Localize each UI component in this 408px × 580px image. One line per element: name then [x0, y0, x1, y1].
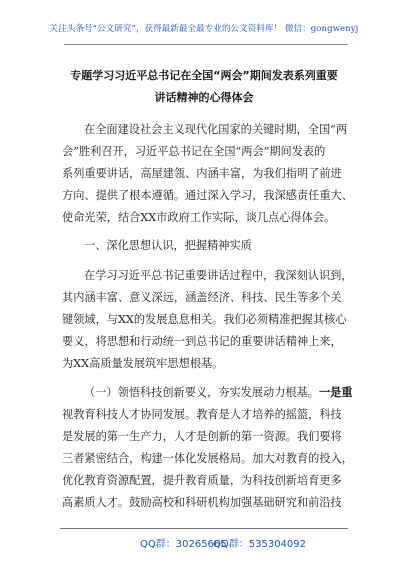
title-line-2: 讲话精神的心得体会 — [154, 91, 254, 104]
paragraph-2-line-4: 要义，将思想和行动统一到总书记的重要讲话精神上来， — [62, 335, 342, 348]
paragraph-1-line-3: 系列重要讲话，高屋建瓴、内涵丰富，为我们指明了前进 — [62, 167, 342, 180]
emphasis-first-point: 一是重 — [318, 386, 353, 399]
paragraph-3-line-5: 优化教育资源配置，提升教育质量，为科技创新培育更多 — [62, 474, 342, 487]
paragraph-2-line-1: 在学习习近平总书记重要讲话过程中，我深刻认识到， — [84, 269, 353, 282]
paragraph-1-line-1: 在全面建设社会主义现代化国家的关键时期，全国“两 — [84, 123, 348, 136]
paragraph-2-line-3: 键领域，与XX的发展息息相关。我们必须精准把握其核心 — [62, 313, 347, 326]
title-line-1: 专题学习习近平总书记在全国“两会”期间发表系列重要 — [70, 69, 338, 82]
paragraph-3-line-4: 三者紧密结合，构建一体化发展格局。加大对教育的投入， — [62, 452, 353, 465]
header-banner: 关注头条号“公文研究”，获得最新最全最专业的公文资料库！ 微信：gongwenyj — [49, 24, 359, 34]
header-divider — [64, 44, 348, 45]
paragraph-2-line-2: 其内涵丰富、意义深远，涵盖经济、科技、民生等多个关 — [62, 291, 342, 304]
footer-qq-group-2: QQ群：535304092 — [213, 539, 307, 550]
paragraph-1-line-5: 使命光荣，结合XX市政府工作实际，谈几点心得体会。 — [62, 211, 336, 224]
paragraph-2-line-5: 为XX高质量发展筑牢思想根基。 — [62, 357, 224, 370]
footer-divider — [60, 528, 348, 529]
paragraph-1-line-4: 方向、提供了根本遵循。通过深入学习，我深感责任重大、 — [62, 189, 353, 202]
paragraph-3-line-2: 视教育科技人才协同发展。教育是人才培养的摇篮，科技 — [62, 408, 342, 421]
document-title — [40, 65, 368, 109]
paragraph-3-line-1 — [84, 383, 353, 403]
paragraph-3-line-3: 是发展的第一生产力，人才是创新的第一资源。我们要将 — [62, 430, 342, 443]
section-heading-1: 一、深化思想认识，把握精神实质 — [84, 239, 252, 252]
paragraph-3-line-6: 高素质人才。鼓励高校和科研机构加强基础研究和前沿技 — [62, 496, 342, 509]
subsection-heading: （一）领悟科技创新要义，夯实发展动力根基。 — [84, 386, 319, 399]
paragraph-1-line-2: 会”胜利召开，习近平总书记在全国“两会”期间发表的 — [62, 145, 326, 158]
footer-qq-group-1: QQ群：30265665 — [140, 539, 227, 550]
